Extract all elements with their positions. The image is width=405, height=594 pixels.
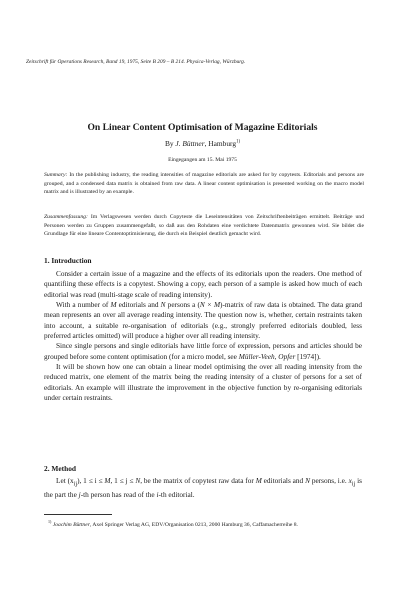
author-place: , Hamburg — [204, 139, 237, 148]
zusammenfassung-abstract — [44, 213, 364, 239]
author-line — [0, 139, 405, 148]
paragraph: Consider a certain issue of a magazine and the effects of its editorials upon the readers. One method of quantifiing these effects is a copytest. Showing a copy, each person of a sample is asked how much of each editorial was read (multi-stage scale of reading intensity). — [44, 269, 362, 299]
author-prefix: By — [164, 139, 174, 148]
summary-abstract — [44, 171, 364, 197]
footnote-divider — [44, 514, 112, 515]
section-heading-introduction: 1. Introduction — [44, 256, 92, 265]
received-date: Eingegangen am 15. Mai 1975 — [168, 157, 237, 163]
paragraph: Let $(x_{ij})$, 1 ≤ i ≤ M, 1 ≤ j ≤ N, be the matrix of copytest raw data for M editorials and N persons, i.e. $x_{ij}$ is the part the j-th person has read of the i-th editorial. — [44, 476, 362, 499]
footnote — [44, 518, 362, 529]
paragraph: It will be shown how one can obtain a linear model optimising the over all reading intensity from the reduced matrix, one element of the matrix being the reading intensity of a cluster of persons for a set of editorials. An example will illustrate the improvement in the objective function by re-organising editorials under certain restraints. — [44, 362, 362, 403]
method-body — [44, 476, 362, 500]
author-footnote-mark: 1) — [236, 139, 241, 145]
introduction-body — [44, 269, 362, 403]
summary-text: In the publishing industry, the reading intensities of magazine editorials are asked for by copytests. Editorials and persons are grouped, and a condensed data matrix is obtained from raw data. A linear content optimisation is presented working on the macro model matrix and is illustrated by an example. — [44, 172, 364, 196]
journal-header: Zeitschrift für Operations Research, Band 19, 1975, Seite B 209 – B 214. Physica-Verlag, Würzburg. — [26, 59, 246, 65]
paragraph: With a number of M editorials and N persons a (N × M)-matrix of raw data is obtained. The data grand mean represents an over all average reading intensity. The question now is, whether, certain restraints taken into account, a suitable re-organisation of editorials (e.g., strongly preferred editorials doubled, less preferred articles omitted) will produce a higher over all reading intensity. — [44, 300, 363, 341]
paper-title: On Linear Content Optimisation of Magazine Editorials — [87, 122, 318, 133]
footnote-mark: 1) — [48, 519, 52, 524]
author-name: J. Büttner — [175, 139, 205, 148]
paragraph: Since single persons and single editorials have little force of expression, persons and articles should be grouped before some content optimisation (for a micro model, see Müller-Veeh, Opfer [1974]). — [44, 341, 362, 361]
footnote-text: , Axel Springer Verlag AG, EDV/Organisation 0213, 2000 Hamburg 36, Caffamacherreihe 8. — [89, 521, 298, 528]
section-heading-method: 2. Method — [44, 464, 77, 473]
zusammenfassung-text: Im Verlagswesen werden durch Copyteste die Leseintensitäten von Zeitschriftenbeiträgen ermittelt. Beiträge und Personen werden zu Gruppen zusammengefaßt, so daß aus den Rohdaten eine verdichtete Datenmatrix gewonnen wird. Sie bildet die Grundlage für eine lineare Contentoptimisierung, die durch ein Beispiel deutlich gemacht wird. — [44, 214, 364, 238]
citation: Müller-Veeh, Opfer — [238, 351, 296, 361]
footnote-name: Joachim Büttner — [52, 521, 90, 528]
summary-label: Summary: — [44, 172, 68, 178]
zusammenfassung-label: Zusammenfassung: — [44, 214, 88, 220]
